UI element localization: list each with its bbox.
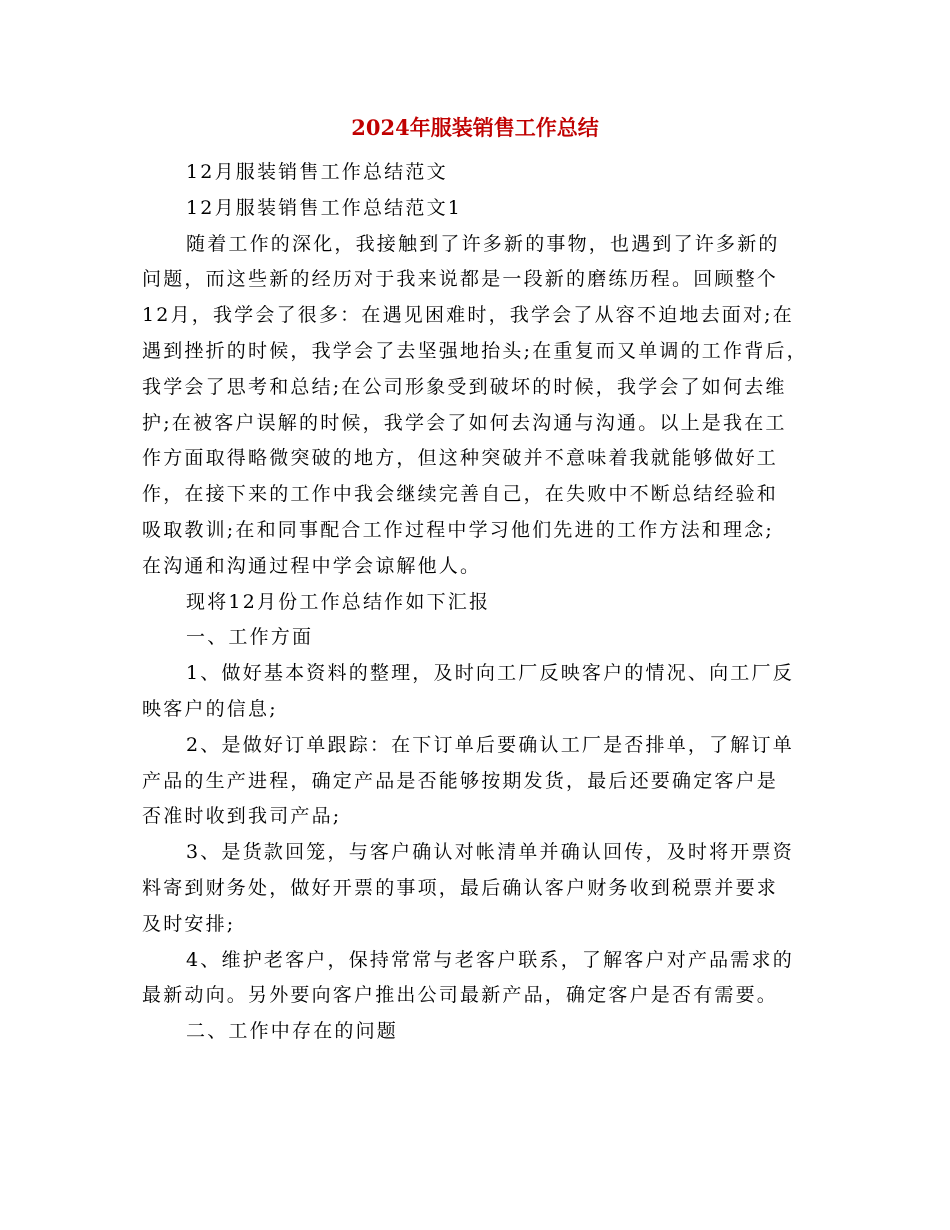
text-line: 一、工作方面: [186, 626, 314, 649]
paragraph: [142, 585, 812, 621]
paragraph: [142, 943, 812, 1015]
text-line: 随着工作的深化，我接触到了许多新的事物，也遇到了许多新的: [186, 232, 780, 255]
text-line: 二、工作中存在的问题: [186, 1020, 399, 1043]
text-line: 1、做好基本资料的整理，及时向工厂反映客户的情况、向工厂反: [186, 662, 794, 685]
paragraph: [142, 656, 812, 728]
text-line: 现将12月份工作总结作如下汇报: [186, 590, 491, 613]
text-line: 我学会了思考和总结;在公司形象受到破坏的时候，我学会了如何去维: [142, 375, 787, 398]
text-line: 12月服装销售工作总结范文1: [186, 196, 463, 219]
text-line: 映客户的信息;: [142, 697, 278, 720]
paragraph: [142, 835, 812, 942]
paragraph: [142, 155, 812, 191]
text-line: 最新动向。另外要向客户推出公司最新产品，确定客户是否有需要。: [142, 984, 779, 1007]
text-line: 遇到挫折的时候，我学会了去坚强地抬头;在重复而又单调的工作背后，: [142, 339, 808, 362]
text-line: 护;在被客户误解的时候，我学会了如何去沟通与沟通。以上是我在工: [142, 411, 787, 434]
paragraph: [142, 620, 812, 656]
text-line: 料寄到财务处，做好开票的事项，最后确认客户财务收到税票并要求: [142, 876, 779, 899]
text-line: 3、是货款回笼，与客户确认对帐清单并确认回传，及时将开票资: [186, 841, 794, 864]
text-line: 12月服装销售工作总结范文: [186, 161, 448, 183]
text-line: 产品的生产进程，确定产品是否能够按期发货，最后还要确定客户是: [142, 769, 779, 792]
paragraph: [142, 1014, 812, 1050]
document-body: [142, 155, 812, 1050]
document-title: 2024年服装销售工作总结: [351, 115, 599, 140]
text-line: 4、维护老客户，保持常常与老客户联系，了解客户对产品需求的: [186, 948, 794, 971]
text-line: 否准时收到我司产品;: [142, 805, 342, 828]
paragraph: [142, 191, 812, 227]
text-line: 在沟通和沟通过程中学会谅解他人。: [142, 554, 482, 577]
text-line: 吸取教训;在和同事配合工作过程中学习他们先进的工作方法和理念;: [142, 518, 775, 541]
text-line: 作，在接下来的工作中我会继续完善自己，在失败中不断总结经验和: [142, 483, 779, 506]
paragraph: [142, 728, 812, 835]
text-line: 2、是做好订单跟踪：在下订单后要确认工厂是否排单，了解订单: [186, 733, 794, 756]
text-line: 问题，而这些新的经历对于我来说都是一段新的磨练历程。回顾整个: [142, 268, 779, 291]
paragraph: [142, 227, 812, 585]
text-line: 及时安排;: [142, 912, 236, 935]
text-line: 12月，我学会了很多：在遇见困难时，我学会了从容不迫地去面对;在: [142, 304, 794, 327]
text-line: 作方面取得略微突破的地方，但这种突破并不意味着我就能够做好工: [142, 447, 779, 470]
